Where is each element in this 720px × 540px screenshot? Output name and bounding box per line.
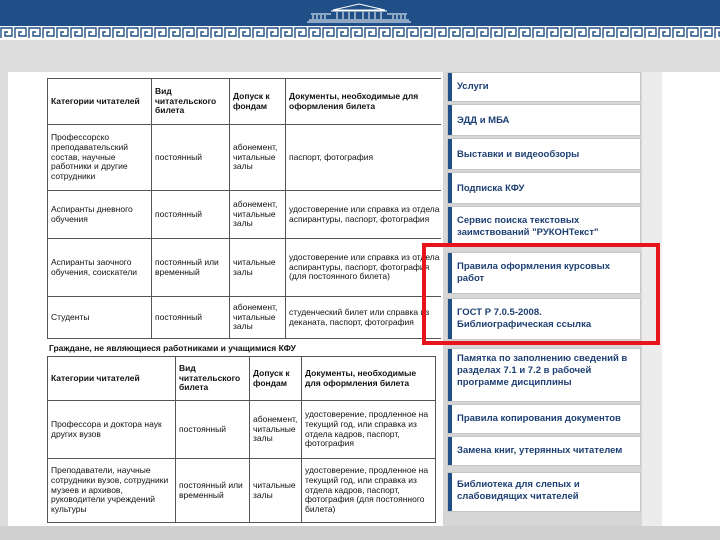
table-cell: абонемент, читальные залы [230,297,286,339]
column-header: Допуск к фондам [230,79,286,125]
table-cell: Профессора и доктора наук других вузов [48,401,176,459]
table-row [48,459,436,523]
table-row [48,125,442,191]
menu-accent-bar [448,207,452,245]
sidebar-item-label: ЭДД и МБА [457,115,510,126]
sidebar-item-lost-books[interactable] [447,436,641,466]
table-row [48,239,442,297]
university-building-logo [303,2,415,24]
table-row [48,401,436,459]
sidebar-item-label: ГОСТ Р 7.0.5-2008. Библиографическая ссылка [457,307,592,330]
sidebar-item-copy-rules[interactable] [447,404,641,434]
column-header: Документы, необходимые для оформления билета [302,357,436,401]
table-header-row [48,79,442,125]
column-header: Документы, необходимые для оформления билета [286,79,442,125]
menu-accent-bar [448,73,452,101]
sidebar-item-label: Выставки и видеообзоры [457,149,580,160]
reader-categories-panel [43,78,441,523]
table-cell: удостоверение или справка из отдела аспирантуры, паспорт, фотография [286,191,442,239]
bottom-strip [0,526,720,540]
menu-accent-bar [448,139,452,169]
table-cell: постоянный [152,297,230,339]
table-cell: студенческий билет или справка из деканата, паспорт, фотография [286,297,442,339]
table-cell: Преподаватели, научные сотрудники вузов, сотрудники музеев и архивов, руководители учреждений культуры [48,459,176,523]
table-row [48,297,442,339]
table-cell: удостоверение, продленное на текущий год, или справка из отдела кадров, паспорт, фотография [302,401,436,459]
table-cell: абонемент, читальные залы [230,125,286,191]
sidebar-item-label: Замена книг, утерянных читателем [457,445,623,456]
sidebar-item-label: Подписка КФУ [457,183,525,194]
table-header-row [48,357,436,401]
column-header: Категории читателей [48,79,152,125]
highlight-box [422,243,660,345]
sidebar-item-label: Памятка по заполнению сведений в разделах 7.1 и 7.2 в рабочей программе дисциплины [457,353,628,388]
table-cell: Профессорско преподавательский состав, научные работники и другие сотрудники [48,125,152,191]
sidebar-item-services[interactable] [447,72,641,102]
sidebar-item-edd-mba[interactable] [447,104,641,136]
menu-accent-bar [448,349,452,401]
sidebar-item-rukontext[interactable] [447,206,641,246]
sidebar-item-label: Сервис поиска текстовых заимствований "РУКОНТекст" [457,215,599,238]
column-header: Категории читателей [48,357,176,401]
column-header: Допуск к фондам [250,357,302,401]
external-readers-table [47,356,436,523]
table-cell: абонемент, читальные залы [230,191,286,239]
column-header: Вид читательского билета [152,79,230,125]
table-cell: Аспиранты заочного обучения, соискатели [48,239,152,297]
table-cell: читальные залы [250,459,302,523]
sidebar-item-label: Правила оформления курсовых работ [457,261,611,284]
header-banner [0,0,720,26]
table-cell: постоянный [152,125,230,191]
table-cell: удостоверение, продленное на текущий год, или справка из отдела кадров, паспорт, фотография (для постоянного билета) [302,459,436,523]
table-cell: Аспиранты дневного обучения [48,191,152,239]
sidebar-item-subscription[interactable] [447,172,641,204]
menu-accent-bar [448,473,452,511]
greek-key-ornament [0,26,720,40]
table-cell: удостоверение или справка из отдела аспирантуры, паспорт, фотография (для постоянного билета) [286,239,442,297]
sidebar-item-label: Библиотека для слепых и слабовидящих читателей [457,479,580,502]
sidebar-item-label: Услуги [457,81,489,92]
table-cell: постоянный или временный [152,239,230,297]
table-cell: паспорт, фотография [286,125,442,191]
menu-accent-bar [448,105,452,135]
table-cell: читальные залы [230,239,286,297]
sidebar-item-label: Правила копирования документов [457,413,621,424]
sidebar-item-course-program-memo[interactable] [447,348,641,402]
staff-readers-table [47,78,441,339]
table-cell: постоянный или временный [176,459,250,523]
section-heading: Граждане, не являющиеся работниками и учащимися КФУ [49,343,296,353]
menu-accent-bar [448,437,452,465]
menu-accent-bar [448,405,452,433]
table-cell: абонемент, читальные залы [250,401,302,459]
menu-accent-bar [448,173,452,203]
table-cell: постоянный [152,191,230,239]
sidebar-item-exhibitions[interactable] [447,138,641,170]
table-cell: постоянный [176,401,250,459]
table-row [48,191,442,239]
sidebar-item-accessible-library[interactable] [447,472,641,512]
column-header: Вид читательского билета [176,357,250,401]
table-cell: Студенты [48,297,152,339]
